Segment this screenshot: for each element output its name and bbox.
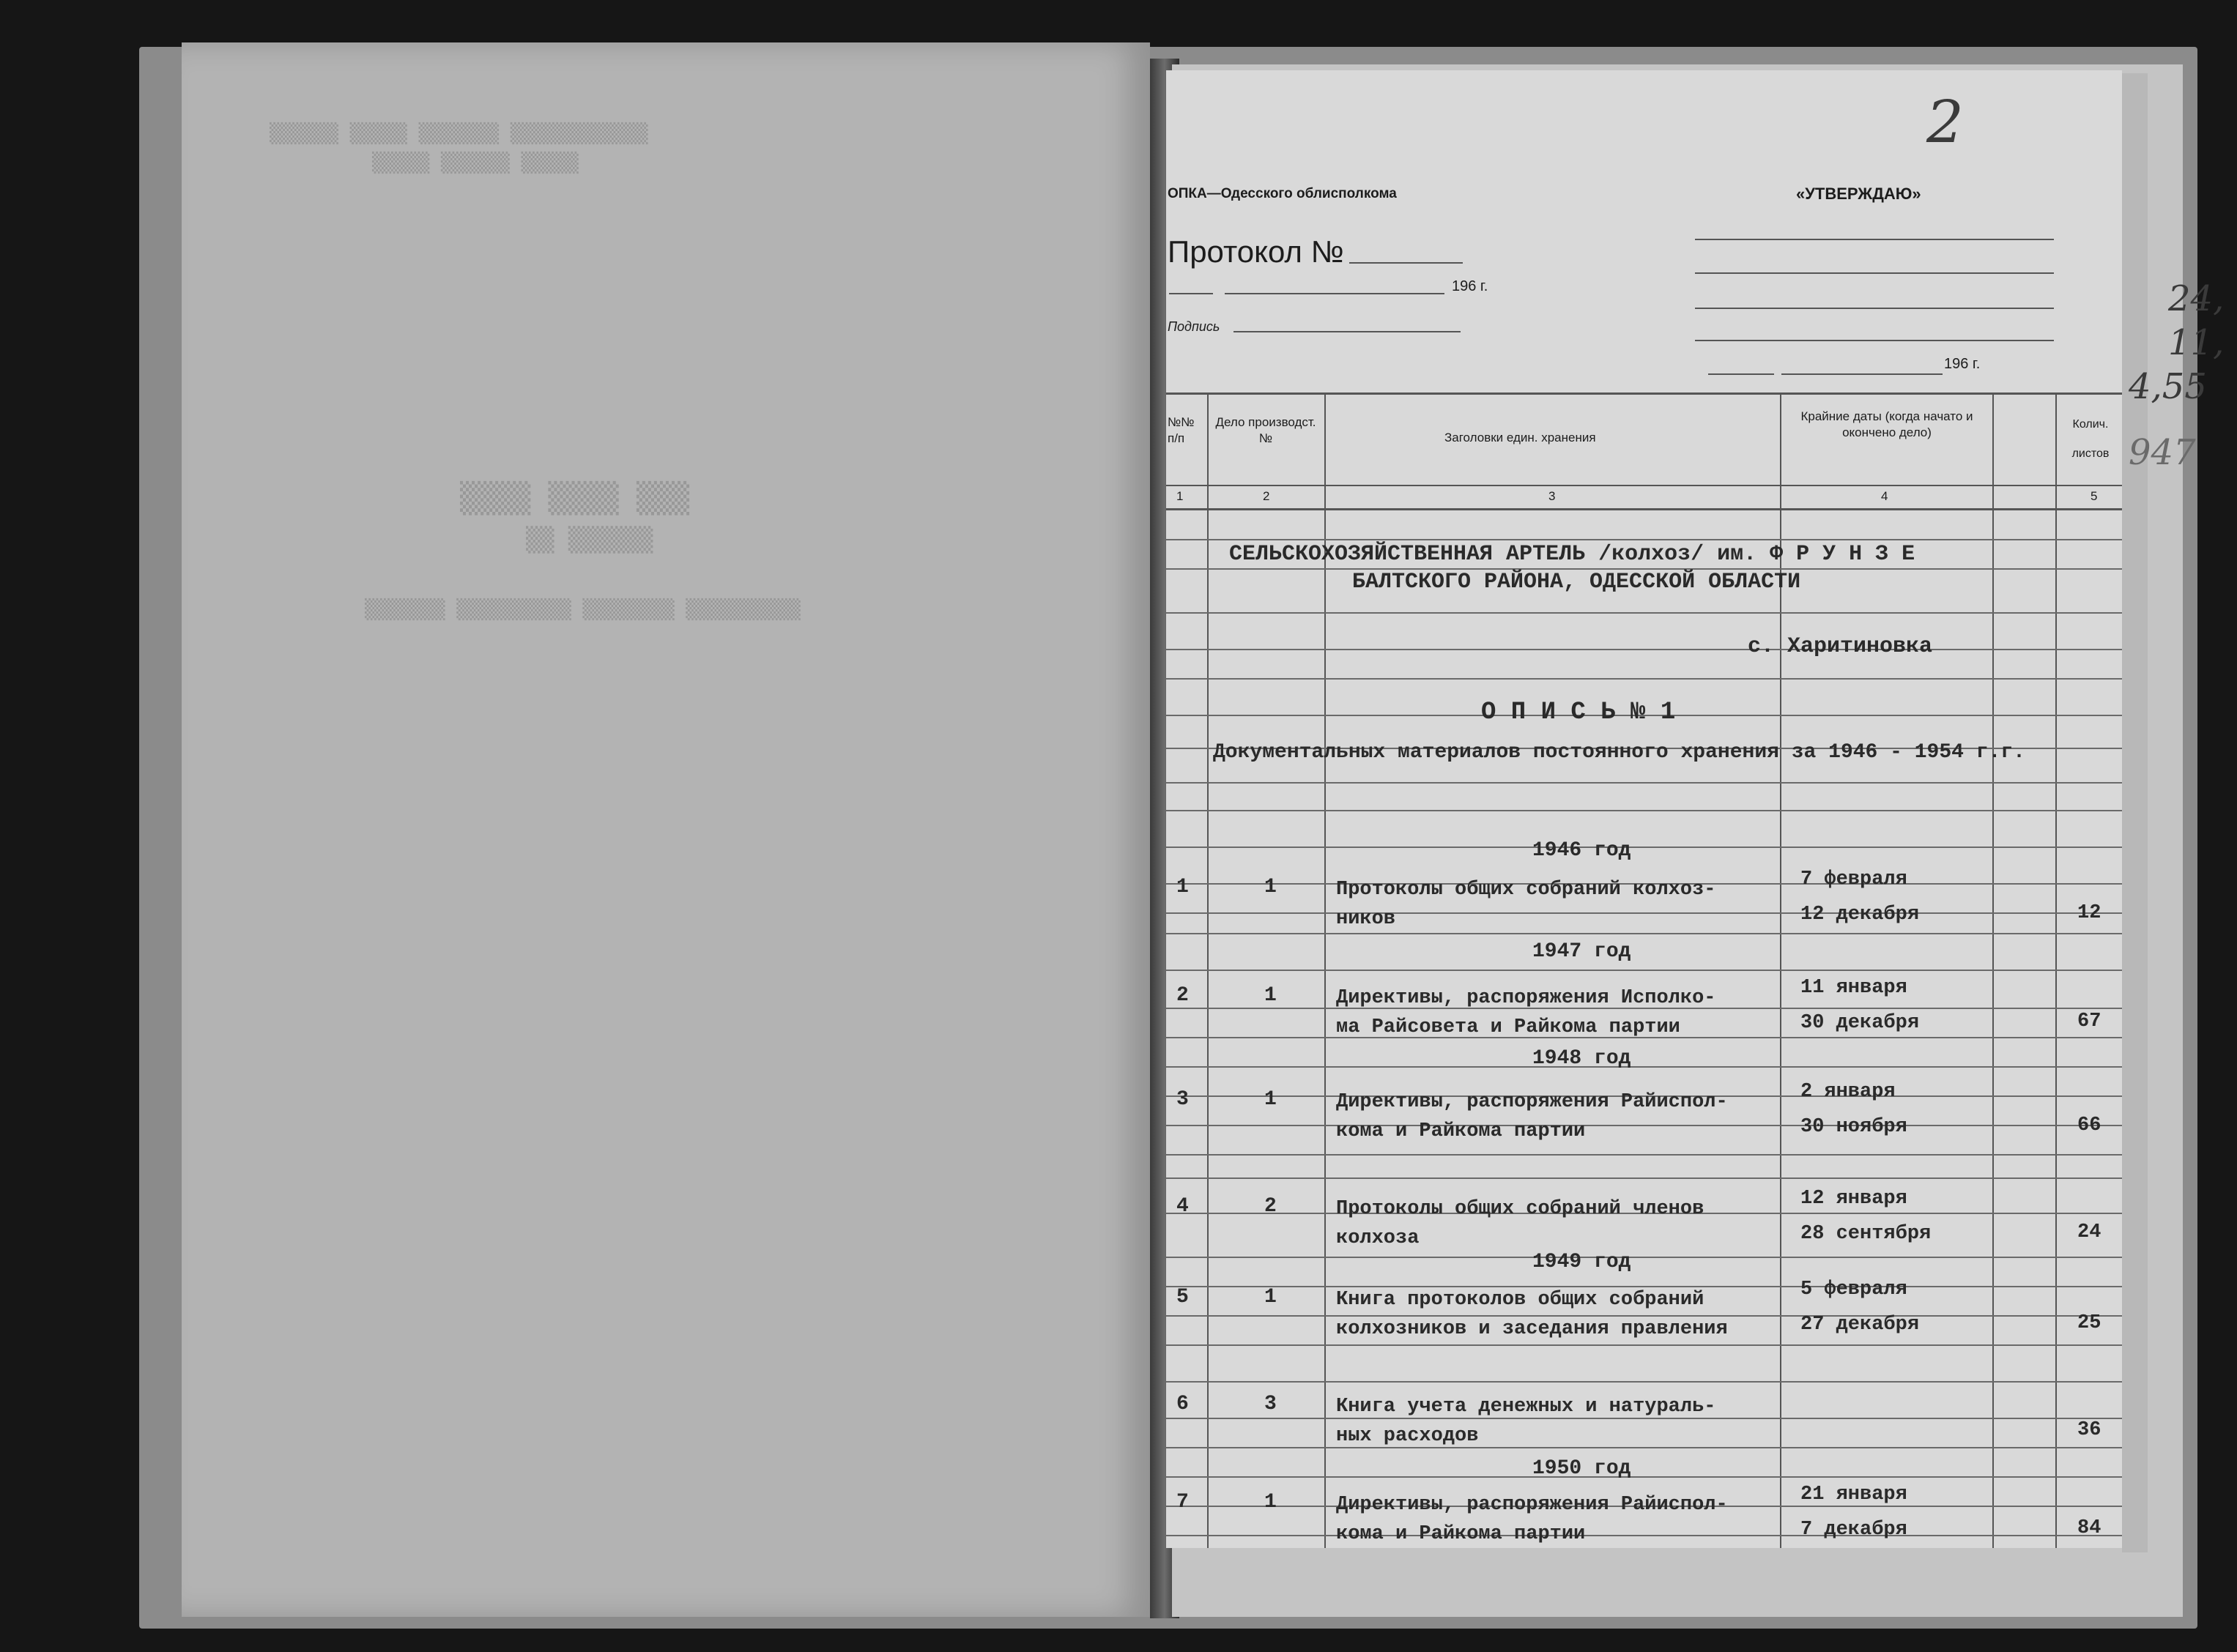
approve-blank (1695, 340, 2054, 341)
left-page-blank (182, 42, 1150, 1617)
protocol-label: Протокол № (1168, 234, 1344, 269)
entry-end-date: 12 декабря (1800, 904, 1920, 926)
entry-start-date: 7 февраля (1800, 868, 1907, 890)
entry-number: 4 (1176, 1195, 1189, 1218)
handwritten-margin-note: 947 (2129, 432, 2196, 473)
protocol-blank (1349, 262, 1463, 264)
entry-title-line2: кома и Райкома партии (1336, 1523, 1586, 1545)
entry-case-no: 1 (1264, 984, 1277, 1007)
entry-case-no: 1 (1264, 1491, 1277, 1514)
year-heading: 1946 год (1532, 839, 1631, 862)
page-edge-strip (2122, 73, 2148, 1552)
col-number: 1 (1176, 489, 1184, 503)
entry-start-date: 21 января (1800, 1484, 1907, 1506)
header-title: Заголовки един. хранения (1444, 431, 1596, 444)
doc-title-line1: СЕЛЬСКОХОЗЯЙСТВЕННАЯ АРТЕЛЬ /колхоз/ им. Ф Р У Н З Е (1229, 542, 1915, 567)
col-number: 2 (1263, 489, 1270, 503)
entry-start-date: 12 января (1800, 1188, 1907, 1210)
ruled-line (1166, 847, 2122, 848)
signature-blank (1233, 331, 1461, 332)
ruled-line (1166, 539, 2122, 540)
bleed-through-text: ▒▒▒▒ ▒▒▒▒ ▒▒▒ (460, 482, 690, 516)
header-rule (1166, 508, 2122, 510)
entry-title-line2: ма Райсовета и Райкома партии (1336, 1016, 1680, 1038)
ruled-line (1166, 678, 2122, 680)
entry-number: 3 (1176, 1088, 1189, 1111)
approve-year: 196 г. (1944, 356, 1981, 372)
entry-case-no: 1 (1264, 1286, 1277, 1309)
header-case: Дело производст. № (1215, 415, 1316, 445)
entry-title-line1: Протоколы общих собраний колхоз- (1336, 879, 1716, 901)
ruled-line (1166, 1177, 2122, 1179)
entry-case-no: 1 (1264, 1088, 1277, 1111)
entry-sheet-count: 66 (2077, 1115, 2101, 1136)
col-number: 4 (1881, 489, 1888, 503)
approve-blank (1695, 239, 2054, 240)
ruled-line (1166, 810, 2122, 811)
bleed-through-text: ▒▒ ▒▒▒▒▒▒ (526, 526, 653, 554)
entry-sheet-count: 24 (2077, 1221, 2101, 1243)
doc-title-line2: БАЛТСКОГО РАЙОНА, ОДЕССКОЙ ОБЛАСТИ (1352, 570, 1801, 595)
entry-end-date: 30 ноября (1800, 1116, 1907, 1138)
entry-sheet-count: 12 (2077, 902, 2101, 924)
ruled-line (1166, 1447, 2122, 1448)
ruled-line (1166, 1381, 2122, 1383)
bleed-through-text: ▒▒▒▒▒▒ ▒▒▒▒▒ ▒▒▒▒▒▒▒ ▒▒▒▒▒▒▒▒▒▒▒▒ (270, 123, 648, 145)
handwritten-margin-note: 11, (2168, 322, 2225, 363)
approve-date-blank (1708, 373, 1774, 375)
bleed-through-text: ▒▒▒▒▒ ▒▒▒▒▒▒ ▒▒▒▒▒ (372, 152, 579, 174)
ruled-line (1166, 649, 2122, 650)
entry-title-line1: Директивы, распоряжения Райиспол- (1336, 1494, 1728, 1516)
ruled-line (1166, 912, 2122, 914)
inventory-page (1166, 70, 2122, 1548)
handwritten-page-number: 2 (1926, 88, 1964, 156)
entry-case-no: 3 (1264, 1393, 1277, 1415)
entry-sheet-count: 25 (2077, 1312, 2101, 1334)
entry-sheet-count: 36 (2077, 1419, 2101, 1441)
year-heading: 1949 год (1532, 1251, 1631, 1273)
ruled-line (1166, 1125, 2122, 1126)
entry-number: 5 (1176, 1286, 1189, 1309)
entry-title-line2: ных расходов (1336, 1425, 1479, 1447)
year-heading: 1950 год (1532, 1457, 1631, 1480)
org-line: ОПКА—Одесского облисполкома (1168, 186, 1397, 201)
approve-label: «УТВЕРЖДАЮ» (1796, 185, 1921, 203)
ruled-line (1166, 1286, 2122, 1287)
signature-label: Подпись (1168, 319, 1220, 334)
entry-title-line2: кома и Райкома партии (1336, 1120, 1586, 1142)
approve-blank (1695, 308, 2054, 309)
entry-sheet-count: 67 (2077, 1011, 2101, 1032)
opis-description: Документальных материалов постоянного хранения за 1946 - 1954 г.г. (1213, 741, 2025, 764)
village-name: с. Харитиновка (1748, 634, 1933, 659)
entry-number: 7 (1176, 1491, 1189, 1514)
entry-case-no: 2 (1264, 1195, 1277, 1218)
entry-number: 2 (1176, 984, 1189, 1007)
handwritten-margin-note: 24, (2168, 278, 2225, 319)
entry-end-date: 30 декабря (1800, 1012, 1920, 1034)
ruled-line (1166, 1535, 2122, 1536)
entry-end-date: 28 сентября (1800, 1223, 1932, 1245)
entry-start-date: 11 января (1800, 977, 1907, 999)
year-heading: 1948 год (1532, 1047, 1631, 1070)
header-sheets: Колич. листов (2071, 418, 2110, 460)
entry-title-line1: Директивы, распоряжения Райиспол- (1336, 1091, 1728, 1113)
entry-title-line1: Книга учета денежных и натураль- (1336, 1396, 1716, 1418)
ruled-line (1166, 1257, 2122, 1258)
entry-end-date: 7 декабря (1800, 1519, 1907, 1541)
year-label: 196 г. (1452, 278, 1488, 294)
date-blank (1169, 293, 1213, 294)
entry-title-line2: колхоза (1336, 1227, 1420, 1249)
entry-title-line1: Директивы, распоряжения Исполко- (1336, 987, 1716, 1009)
header-dates: Крайние даты (когда начато и окончено дело) (1800, 409, 1973, 439)
handwritten-margin-note: 4,55 (2129, 366, 2207, 407)
ruled-line (1166, 1066, 2122, 1068)
header-num: №№ п/п (1168, 415, 1195, 445)
entry-sheet-count: 84 (2077, 1517, 2101, 1539)
ruled-line (1166, 782, 2122, 784)
entry-start-date: 5 февраля (1800, 1279, 1907, 1301)
ruled-line (1166, 1154, 2122, 1156)
table-top-rule (1166, 392, 2122, 395)
year-heading: 1947 год (1532, 940, 1631, 963)
ruled-line (1166, 1476, 2122, 1478)
header-rule (1166, 485, 2122, 486)
bleed-through-text: ▒▒▒▒▒▒▒ ▒▒▒▒▒▒▒▒▒▒ ▒▒▒▒▒▒▒▒ ▒▒▒▒▒▒▒▒▒▒ (365, 599, 801, 621)
entry-title-line1: Протоколы общих собраний членов (1336, 1198, 1704, 1220)
ruled-line (1166, 933, 2122, 934)
col-number: 3 (1548, 489, 1556, 503)
entry-number: 6 (1176, 1393, 1189, 1415)
ruled-line (1166, 1344, 2122, 1346)
ruled-line (1166, 970, 2122, 971)
col-number: 5 (2091, 489, 2098, 503)
date-blank (1225, 293, 1444, 294)
entry-number: 1 (1176, 876, 1189, 898)
ruled-line (1166, 612, 2122, 614)
approve-date-blank (1781, 373, 1943, 375)
ruled-line (1166, 1418, 2122, 1419)
entry-title-line1: Книга протоколов общих собраний (1336, 1289, 1704, 1311)
entry-case-no: 1 (1264, 876, 1277, 898)
entry-end-date: 27 декабря (1800, 1314, 1920, 1336)
entry-start-date: 2 января (1800, 1081, 1896, 1103)
ruled-line (1166, 1315, 2122, 1317)
opis-heading: О П И С Ь № 1 (1481, 699, 1676, 726)
approve-blank (1695, 272, 2054, 274)
entry-title-line2: колхозников и заседания правления (1336, 1318, 1728, 1340)
entry-title-line2: ников (1336, 908, 1396, 930)
